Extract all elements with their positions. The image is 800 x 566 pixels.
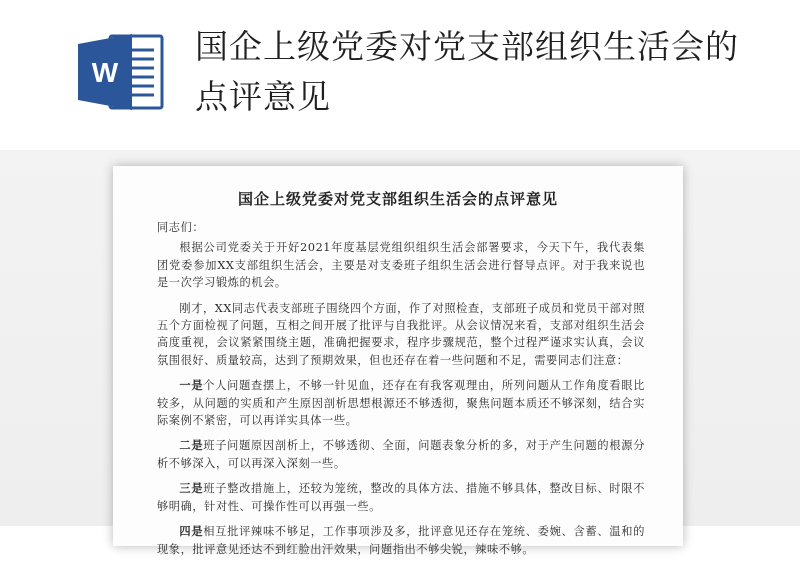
paragraph-5 [157,480,645,515]
paragraph-3 [157,377,645,429]
paragraph-4-lead: 二是 [179,438,204,453]
document-body [157,219,645,566]
paragraph-2: 刚才，XX同志代表支部班子围绕四个方面，作了对照检查，支部班子成员和党员干部对照五个方面检视了问题，互相之间开展了批评与自我批评。从会议情况来看，支部对组织生活会高度重视，会议紧紧围绕主题，准确把握要求，程序步骤规范，整个过程严谨求实认真，会议氛围很好、质量较高，达到了预期效果，但也还存在着一些问题和不足，需要同志们注意： [157,301,645,367]
paragraph-4-text: 班子问题原因剖析上，不够透彻、全面，问题表象分析的多，对于产生问题的根源分析不够深入，可以再深入深刻一些。 [157,439,646,470]
document-page [113,166,683,556]
paragraph-4 [157,437,645,472]
page-title: 国企上级党委对党支部组织生活会的点评意见 [237,190,558,208]
word-document-icon [76,34,164,110]
paragraph-6-lead: 四是 [179,524,204,539]
paragraph-6-text: 相互批评辣味不够足，工作事项涉及多，批评意见还存在笼统、委婉、含蓄、温和的现象，批评意见还达不到红脸出汗效果，问题指出不够尖锐，辣味不够。 [157,525,646,556]
paragraph-6 [157,523,645,558]
salutation: 同志们： [157,221,205,234]
paragraph-3-text: 个人问题查摆上，不够一针见血，还存在有我客观理由，所列问题从工作角度看眼比较多，从问题的实质和产生原因剖析思想根源还不够透彻，聚焦问题本质还不够深刻，结合实际案例不紧密，可以再详实具体一些。 [157,379,646,428]
paragraph-3-lead: 一是 [179,378,204,393]
preview-header [0,0,800,150]
paragraph-1: 根据公司党委关于开好2021年度基层党组织组织生活会部署要求，今天下午，我代表集团党委参加XX支部组织生活会，主要是对支委班子组织生活会进行督导点评。对于我来说也是一次学习锻炼的机会。 [157,241,645,290]
document-title-heading: 国企上级党委对党支部组织生活会的点评意见 [195,27,739,116]
paragraph-5-text: 班子整改措施上，还较为笼统，整改的具体方法、措施不够具体，整改目标、时限不够明确，针对性、可操作性可以再强一些。 [157,482,646,513]
paragraph-5-lead: 三是 [179,481,204,496]
word-icon-letter: W [91,57,119,88]
